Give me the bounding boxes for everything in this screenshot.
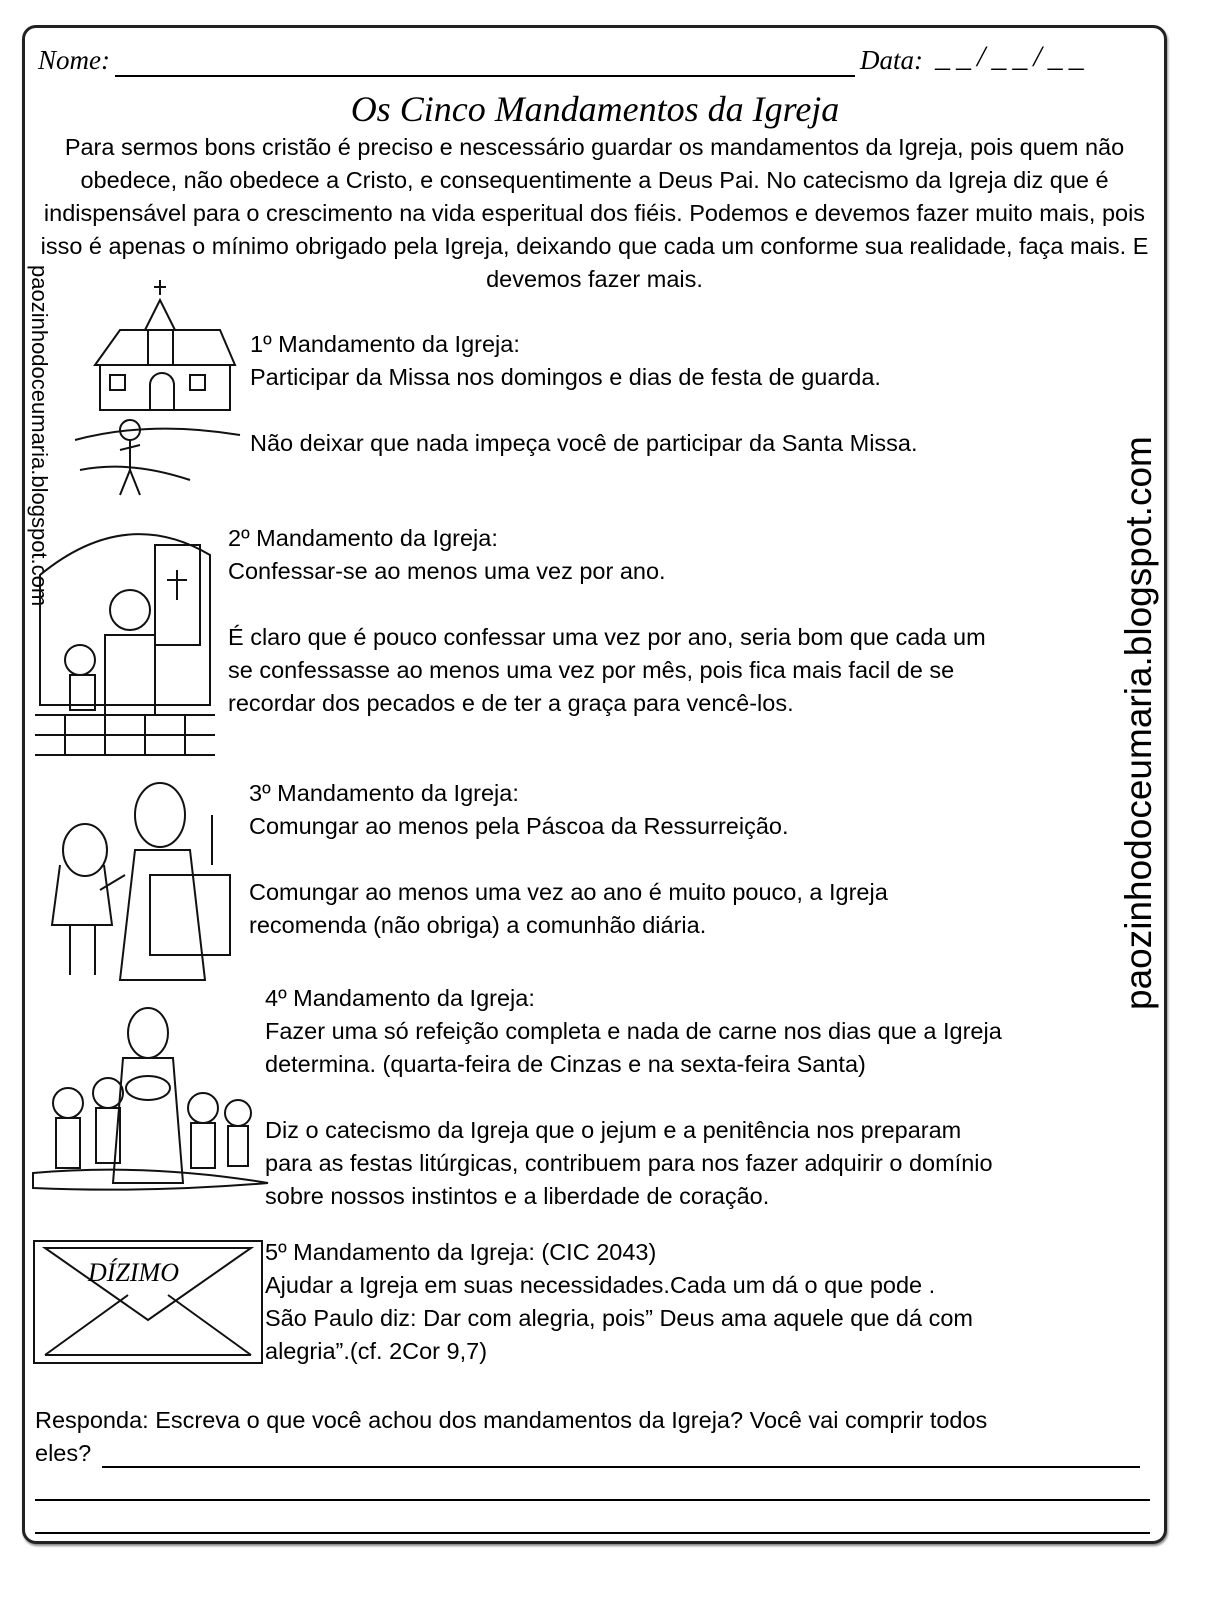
commandment-heading: 5º Mandamento da Igreja: (CIC 2043): [265, 1239, 657, 1265]
commandment-2: [228, 522, 986, 720]
commandment-text: Diz o catecismo da Igreja que o jejum e a penitência nos preparam: [265, 1117, 962, 1143]
name-field[interactable]: [115, 75, 855, 77]
commandment-heading: 1º Mandamento da Igreja:: [250, 331, 520, 357]
date-label: Data:: [860, 45, 923, 75]
commandment-heading: 4º Mandamento da Igreja:: [265, 985, 535, 1011]
confession-icon: [35, 515, 220, 765]
watermark-right: paozinhodoceumaria.blogspot.com: [1118, 436, 1159, 1010]
commandment-1: [250, 328, 918, 460]
church-icon: [70, 270, 245, 510]
commandment-text: Comungar ao menos uma vez ao ano é muito pouco, a Igreja: [249, 879, 888, 905]
commandment-text: É claro que é pouco confessar uma vez por ano, seria bom que cada um: [228, 624, 986, 650]
name-label: Nome:: [38, 45, 110, 75]
communion-icon: [40, 775, 240, 990]
commandment-text: se confessasse ao menos uma vez por mês, pois fica mais facil de se: [228, 657, 955, 683]
commandment-text: Ajudar a Igreja em suas necessidades.Cada um dá o que pode .: [265, 1272, 936, 1298]
commandment-text: sobre nossos instintos e a liberdade de coração.: [265, 1183, 770, 1209]
commandment-text: recordar dos pecados e de ter a graça para vencê-los.: [228, 690, 794, 716]
question-text: Responda: Escreva o que você achou dos mandamentos da Igreja? Você vai comprir todos: [35, 1407, 988, 1433]
intro-paragraph: Para sermos bons cristão é preciso e nescessário guardar os mandamentos da Igreja, pois quem não obedece, não obedece a Cristo, e consequentimente a Deus Pai. No catecismo da Igreja diz que é indispensável para o crescimento na vida esperitual dos fiéis. Podemos e devemos fazer muito mais, pois isso é apenas o mínimo obrigado pela Igreja, deixando que cada um conforme sua realidade, faça mais. E devemos fazer mais.: [40, 134, 1149, 292]
question-text: eles?: [35, 1440, 92, 1466]
commandment-heading: 2º Mandamento da Igreja:: [228, 525, 498, 551]
answer-line-1[interactable]: [102, 1466, 1140, 1468]
answer-line-3[interactable]: [35, 1532, 1150, 1534]
commandment-3: [249, 777, 888, 942]
commandment-text: São Paulo diz: Dar com alegria, pois” Deus ama aquele que dá com: [265, 1305, 973, 1331]
commandment-text: Participar da Missa nos domingos e dias de festa de guarda.: [250, 364, 881, 390]
commandment-text: Não deixar que nada impeça você de participar da Santa Missa.: [250, 430, 918, 456]
commandment-text: Fazer uma só refeição completa e nada de carne nos dias que a Igreja: [265, 1018, 1002, 1044]
commandment-text: Comungar ao menos pela Páscoa da Ressurreição.: [249, 813, 789, 839]
commandment-text: para as festas litúrgicas, contribuem para nos fazer adquirir o domínio: [265, 1150, 993, 1176]
commandment-5: [265, 1236, 973, 1368]
commandment-4: [265, 982, 1002, 1213]
envelope-label: DÍZIMO: [88, 1258, 179, 1287]
family-icon: [28, 1003, 273, 1193]
commandment-text: alegria”.(cf. 2Cor 9,7): [265, 1338, 488, 1364]
commandment-heading: 3º Mandamento da Igreja:: [249, 780, 519, 806]
watermark-left: paozinhodoceumaria.blogspot.com: [27, 265, 52, 607]
date-field[interactable]: __/__/__: [935, 40, 1090, 73]
commandment-text: Confessar-se ao menos uma vez por ano.: [228, 558, 666, 584]
question: [35, 1404, 987, 1470]
page-title: Os Cinco Mandamentos da Igreja: [350, 89, 840, 129]
commandment-text: recomenda (não obriga) a comunhão diária.: [249, 912, 707, 938]
answer-line-2[interactable]: [35, 1499, 1150, 1501]
commandment-text: determina. (quarta-feira de Cinzas e na sexta-feira Santa): [265, 1051, 866, 1077]
